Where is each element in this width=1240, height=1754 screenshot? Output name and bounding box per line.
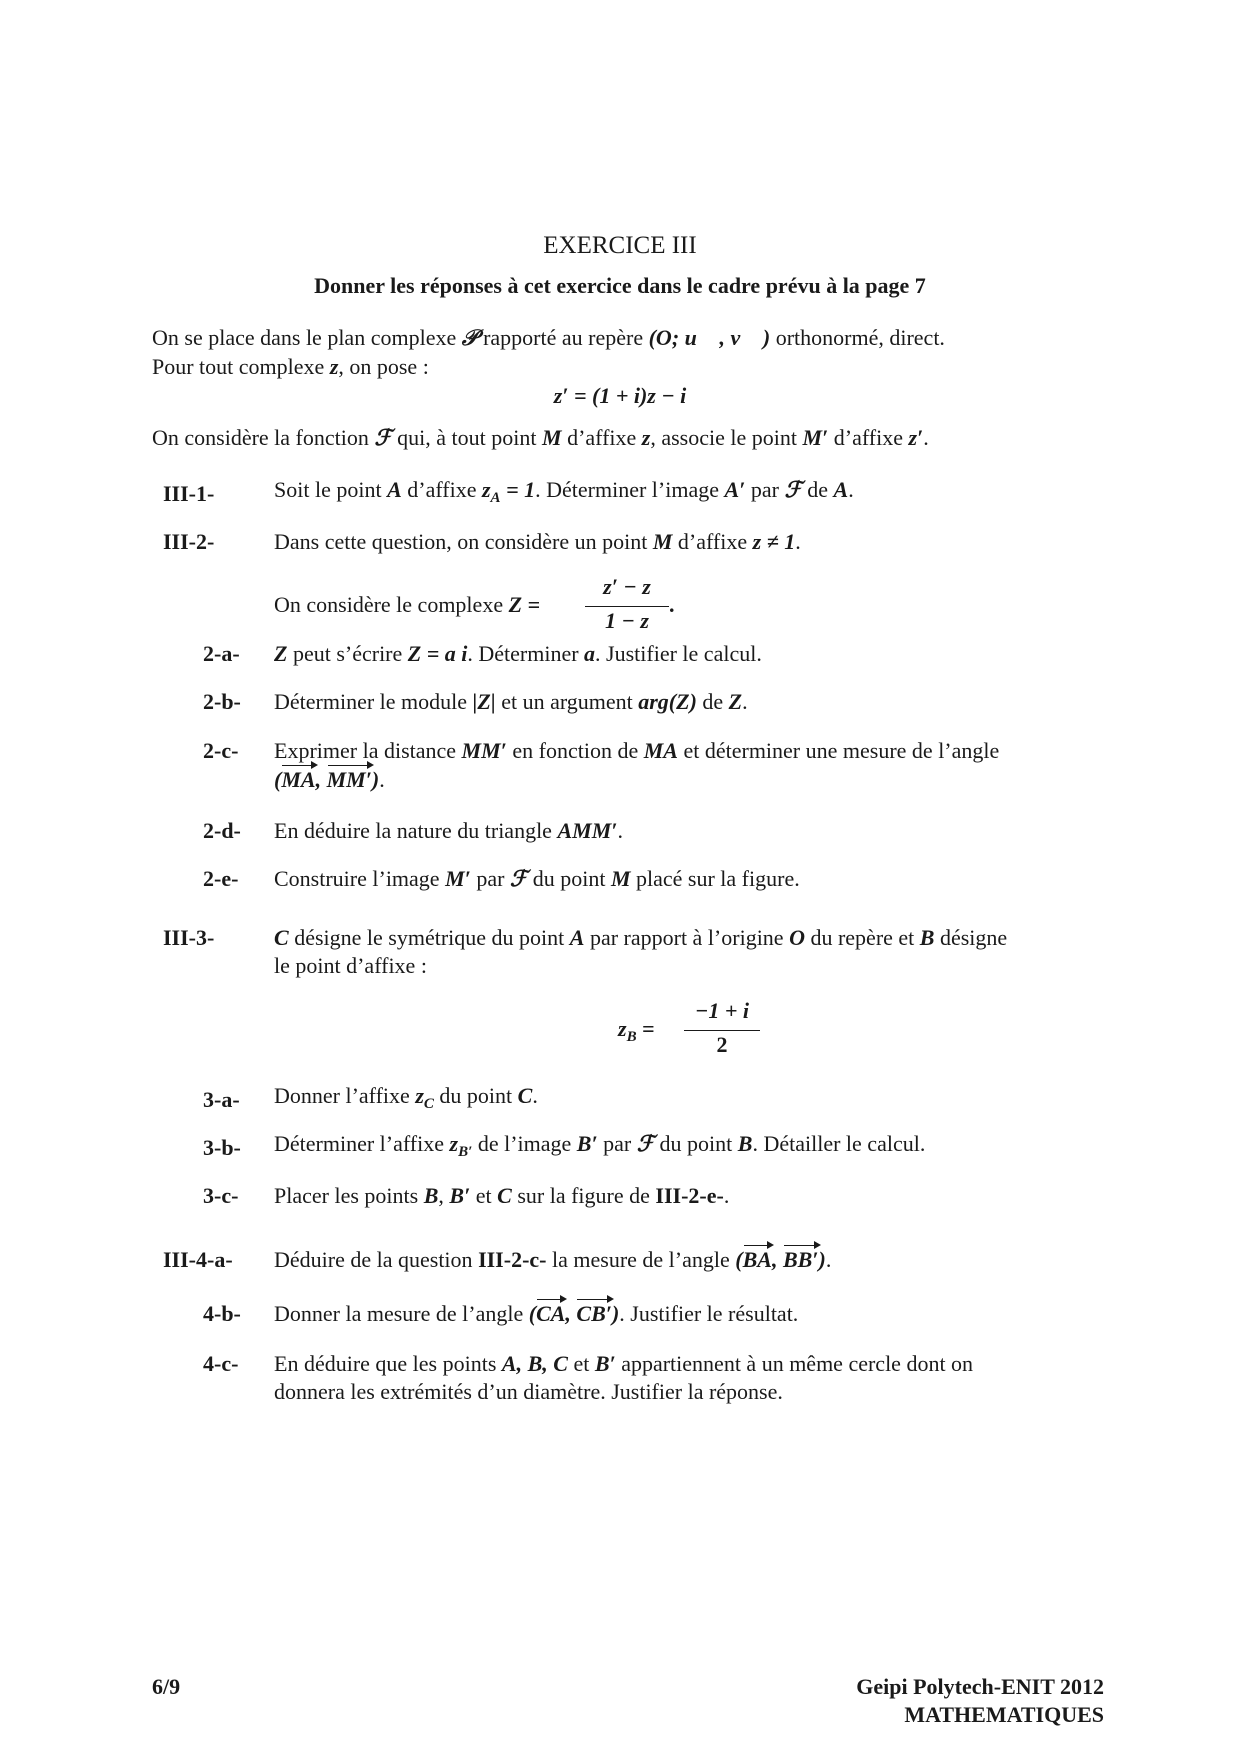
math: A′: [724, 477, 746, 502]
question-label: 3-c-: [203, 1183, 239, 1208]
text: placé sur la figure.: [630, 866, 800, 891]
text: . Justifier le résultat.: [619, 1301, 799, 1326]
text: le point d’affixe :: [274, 953, 427, 978]
math: (: [528, 1301, 537, 1326]
text: .: [848, 477, 854, 502]
text: par: [745, 477, 785, 502]
text: .: [532, 1083, 538, 1108]
zb-numerator: −1 + i: [695, 998, 749, 1023]
vector: BA: [742, 1247, 772, 1272]
intro-line: [152, 324, 945, 352]
fraction-period: .: [669, 592, 675, 617]
math: III-2-c-: [478, 1247, 547, 1272]
math: M′: [802, 425, 829, 450]
question-text: [274, 817, 623, 845]
text: d’affixe: [561, 425, 642, 450]
text: .: [742, 689, 748, 714]
fraction-bar: [585, 606, 669, 607]
math: B: [737, 1131, 753, 1156]
question-text: [274, 737, 999, 765]
question-text: [274, 924, 1007, 952]
text: qui, à tout point: [391, 425, 542, 450]
question-label: 4-c-: [203, 1351, 239, 1376]
text: .: [825, 1247, 832, 1272]
math: ): [611, 1301, 620, 1326]
text: .: [795, 529, 801, 554]
math: A: [569, 925, 585, 950]
subscript: C: [423, 1096, 434, 1112]
math: ℱ: [509, 866, 528, 891]
question-text: [274, 865, 800, 893]
intro-line: [152, 353, 429, 381]
text: .: [923, 425, 929, 450]
text: Donner la mesure de l’angle: [274, 1301, 529, 1326]
text: d’affixe: [401, 477, 482, 502]
zb-subscript: B: [626, 1029, 637, 1045]
vector: MM′: [326, 767, 372, 792]
subscript: B′: [458, 1144, 473, 1160]
text: En déduire que les points: [274, 1351, 502, 1376]
math: MA: [643, 738, 678, 763]
text: .: [379, 767, 385, 792]
math: (: [735, 1247, 743, 1272]
exercise-title: EXERCICE III: [543, 232, 697, 259]
exercise-subtitle: Donner les réponses à cet exercice dans le cadre prévu à la page 7: [314, 273, 926, 298]
text: . Déterminer l’image: [535, 477, 725, 502]
vector: CB′: [576, 1301, 612, 1326]
math: M: [610, 866, 631, 891]
question-label: 2-d-: [203, 818, 241, 843]
math: Z: [274, 641, 288, 666]
intro-line: [152, 424, 929, 452]
question-label: 4-b-: [203, 1301, 241, 1326]
question-label: 2-e-: [203, 866, 239, 891]
math: C: [497, 1183, 512, 1208]
text: Déterminer l’affixe: [274, 1131, 450, 1156]
math: z′ = (1 + i)z − i: [553, 383, 687, 408]
text: du repère et: [804, 925, 920, 950]
text: , on pose :: [338, 354, 429, 379]
text: Placer les points: [274, 1183, 424, 1208]
math: M′: [445, 866, 471, 891]
question-text: [274, 640, 762, 668]
math: ): [371, 767, 380, 792]
fraction-denominator: 1 − z: [605, 608, 649, 633]
question-label: 3-b-: [203, 1135, 241, 1160]
question-text: [274, 766, 385, 794]
text: peut s’écrire: [287, 641, 408, 666]
math: z ≠ 1: [752, 529, 796, 554]
math: z: [415, 1083, 424, 1108]
math: arg(Z): [638, 689, 697, 714]
text: en fonction de: [506, 738, 644, 763]
question-label: III-1-: [163, 481, 215, 506]
math: Z: [728, 689, 743, 714]
vector: MA: [281, 767, 316, 792]
text: On se place dans le plan complexe: [152, 325, 462, 350]
text: d’affixe: [828, 425, 909, 450]
text: Déterminer le module: [274, 689, 473, 714]
text: . Justifier le calcul.: [595, 641, 762, 666]
text: par: [597, 1131, 637, 1156]
question-text: [274, 1378, 783, 1406]
text: rapporté au repère: [477, 325, 649, 350]
text: appartiennent à un même cercle dont on: [615, 1351, 974, 1376]
math: B: [423, 1183, 439, 1208]
text: de: [801, 477, 834, 502]
text: Exprimer la distance: [274, 738, 462, 763]
question-label: 2-c-: [203, 738, 239, 763]
vector: CA: [536, 1301, 566, 1326]
text: Construire l’image: [274, 866, 446, 891]
question-text: [274, 591, 540, 619]
text: et un argument: [495, 689, 639, 714]
zb-fraction-bar: [684, 1030, 760, 1031]
math: a: [584, 641, 596, 666]
text: donnera les extrémités d’un diamètre. Justifier la réponse.: [274, 1379, 783, 1404]
math: (: [274, 767, 282, 792]
math: AMM′: [557, 818, 618, 843]
vector: BB′: [782, 1247, 819, 1272]
text: du point: [433, 1083, 518, 1108]
text: . Déterminer: [467, 641, 585, 666]
text: orthonormé, direct.: [770, 325, 945, 350]
question-text: [274, 528, 801, 556]
text: de l’image: [472, 1131, 577, 1156]
question-label: 3-a-: [203, 1087, 240, 1112]
text: Donner l’affixe: [274, 1083, 416, 1108]
math: B′: [576, 1131, 598, 1156]
math: z: [449, 1131, 459, 1156]
text: .: [723, 1183, 730, 1208]
question-text: [274, 1182, 729, 1210]
text: Dans cette question, on considère un point: [274, 529, 653, 554]
text: , associe le point: [650, 425, 803, 450]
math: z: [641, 425, 651, 450]
zb-denominator: 2: [716, 1032, 728, 1057]
math: A: [833, 477, 849, 502]
text: désigne le symétrique du point: [288, 925, 570, 950]
text: ,: [438, 1183, 450, 1208]
question-text: [274, 476, 854, 512]
text: par: [470, 866, 510, 891]
question-label: III-3-: [163, 925, 215, 950]
question-label: III-4-a-: [163, 1247, 233, 1272]
question-label: 2-a-: [203, 641, 240, 666]
text: On considère la fonction: [152, 425, 375, 450]
question-text: [274, 1246, 831, 1274]
math: B′: [449, 1183, 471, 1208]
intro-line: [0, 382, 1240, 410]
text: Soit le point: [274, 477, 388, 502]
text: de: [696, 689, 729, 714]
question-label: III-2-: [163, 529, 215, 554]
math: C: [274, 925, 289, 950]
math: Z = a i: [407, 641, 468, 666]
text: Déduire de la question: [274, 1247, 479, 1272]
text: .: [617, 818, 623, 843]
text: la mesure de l’angle: [546, 1247, 736, 1272]
zb-lhs: [618, 1016, 655, 1046]
footer-exam: Geipi Polytech-ENIT 2012: [856, 1674, 1104, 1699]
math: ,: [565, 1301, 577, 1326]
question-text: [274, 1082, 538, 1118]
math: ℱ: [636, 1131, 655, 1156]
math: 𝒫: [461, 325, 478, 350]
math: = 1: [500, 477, 536, 502]
question-text: [274, 688, 748, 716]
math: B: [919, 925, 935, 950]
math: A, B, C: [501, 1351, 568, 1376]
zb-equals: =: [642, 1016, 655, 1041]
footer-subject: MATHEMATIQUES: [904, 1702, 1104, 1727]
fraction-numerator: z′ − z: [603, 574, 651, 599]
math: MM′: [461, 738, 507, 763]
math: M: [652, 529, 673, 554]
question-text: [274, 952, 427, 980]
math: z′: [908, 425, 924, 450]
text: désigne: [934, 925, 1008, 950]
math: C: [517, 1083, 533, 1108]
math: Z =: [508, 592, 541, 617]
math: O: [789, 925, 805, 950]
text: et: [567, 1351, 595, 1376]
text: On considère le complexe: [274, 592, 509, 617]
math: M: [542, 425, 562, 450]
question-text: [274, 1300, 798, 1328]
math: z: [481, 477, 491, 502]
math: ,: [315, 767, 327, 792]
zb-symbol: z: [618, 1016, 627, 1041]
text: et déterminer une mesure de l’angle: [677, 738, 1000, 763]
text: . Détailler le calcul.: [752, 1131, 926, 1156]
math: ℱ: [374, 425, 392, 450]
subscript: A: [490, 490, 501, 506]
math: ,: [771, 1247, 783, 1272]
math: A: [387, 477, 402, 502]
text: du point: [654, 1131, 738, 1156]
question-text: [274, 1130, 925, 1166]
text: par rapport à l’origine: [584, 925, 790, 950]
math: ): [818, 1247, 826, 1272]
text: et: [470, 1183, 498, 1208]
question-label: 2-b-: [203, 689, 241, 714]
math: ℱ: [784, 477, 802, 502]
text: d’affixe: [672, 529, 753, 554]
math: z: [329, 354, 339, 379]
question-text: [274, 1350, 973, 1378]
text: sur la figure de: [511, 1183, 656, 1208]
math: III-2-e-: [655, 1183, 724, 1208]
math: B′: [594, 1351, 616, 1376]
text: En déduire la nature du triangle: [274, 818, 558, 843]
text: du point: [527, 866, 611, 891]
math: |Z|: [472, 689, 496, 714]
text: Pour tout complexe: [152, 354, 330, 379]
math: (O; u⃗ , v⃗ ): [648, 325, 771, 350]
page-number: 6/9: [152, 1674, 181, 1699]
